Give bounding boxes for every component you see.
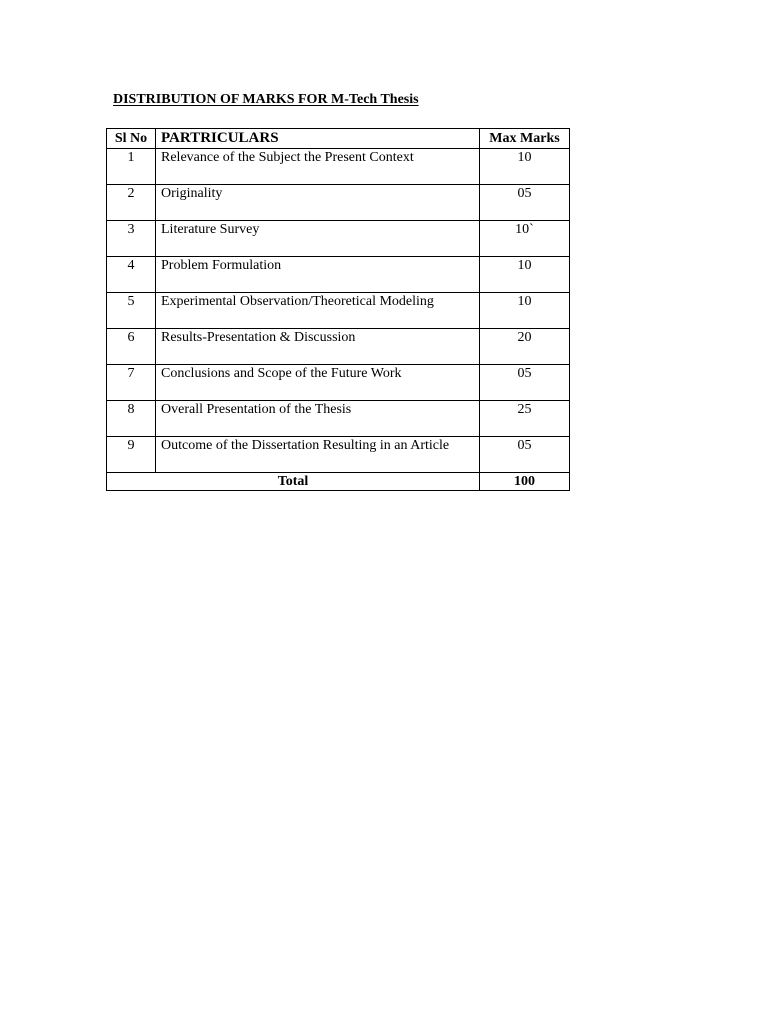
max-marks-cell: 20 [480,329,570,365]
particulars-cell: Literature Survey [156,221,480,257]
particulars-cell: Conclusions and Scope of the Future Work [156,365,480,401]
sl-no-cell: 6 [107,329,156,365]
max-marks-cell: 05 [480,437,570,473]
table-body [107,149,570,473]
total-value: 100 [480,473,570,491]
sl-no-cell: 7 [107,365,156,401]
table-row [107,329,570,365]
header-sl-no: Sl No [107,129,156,149]
max-marks-cell: 25 [480,401,570,437]
sl-no-cell: 1 [107,149,156,185]
table-header [107,129,570,149]
sl-no-cell: 2 [107,185,156,221]
max-marks-cell: 10 [480,293,570,329]
table-row [107,149,570,185]
particulars-cell: Results-Presentation & Discussion [156,329,480,365]
particulars-cell: Outcome of the Dissertation Resulting in an Article [156,437,480,473]
particulars-cell: Problem Formulation [156,257,480,293]
max-marks-cell: 10` [480,221,570,257]
total-label: Total [107,473,480,491]
table-footer [107,473,570,491]
table-row [107,185,570,221]
table-row [107,293,570,329]
total-row [107,473,570,491]
table-row [107,257,570,293]
table-row [107,437,570,473]
sl-no-cell: 9 [107,437,156,473]
particulars-cell: Overall Presentation of the Thesis [156,401,480,437]
page-title: DISTRIBUTION OF MARKS FOR M-Tech Thesis [113,92,419,107]
table-row [107,365,570,401]
sl-no-cell: 4 [107,257,156,293]
particulars-cell: Experimental Observation/Theoretical Modeling [156,293,480,329]
sl-no-cell: 8 [107,401,156,437]
max-marks-cell: 05 [480,365,570,401]
max-marks-cell: 10 [480,149,570,185]
table-row [107,401,570,437]
table-row [107,221,570,257]
particulars-cell: Relevance of the Subject the Present Context [156,149,480,185]
max-marks-cell: 05 [480,185,570,221]
header-row [107,129,570,149]
header-max-marks: Max Marks [480,129,570,149]
max-marks-cell: 10 [480,257,570,293]
header-particulars: PARTRICULARS [156,129,480,149]
sl-no-cell: 3 [107,221,156,257]
marks-table [106,128,570,491]
sl-no-cell: 5 [107,293,156,329]
particulars-cell: Originality [156,185,480,221]
